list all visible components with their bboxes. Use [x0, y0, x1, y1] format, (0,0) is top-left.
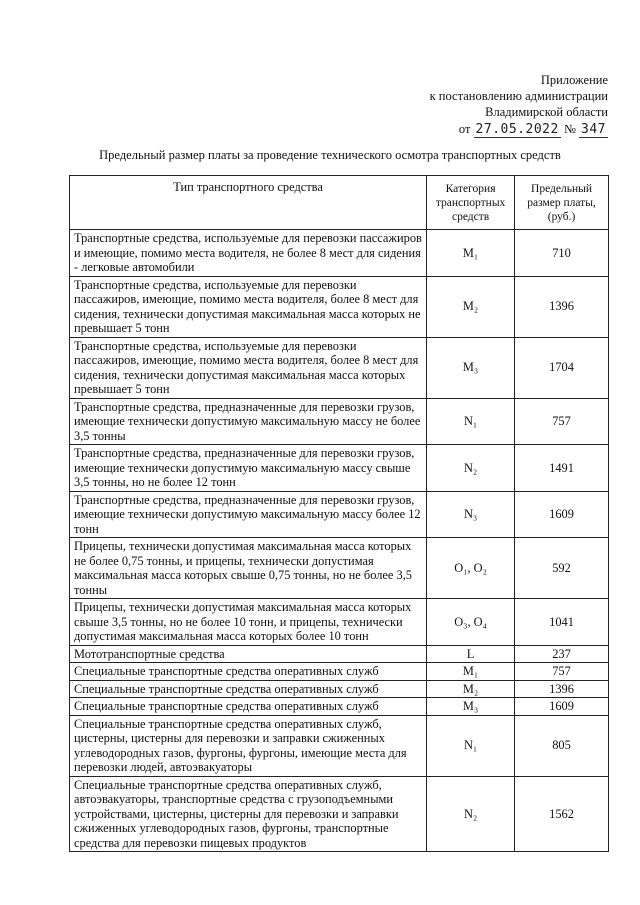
category-cell: M₃ — [427, 698, 515, 716]
fee-cell: 757 — [515, 398, 609, 445]
category-cell: N₂ — [427, 445, 515, 492]
table-row — [70, 663, 609, 681]
fee-cell: 592 — [515, 538, 609, 599]
table-row — [70, 538, 609, 599]
number-prefix: № — [563, 122, 576, 136]
fee-cell: 1491 — [515, 445, 609, 492]
category-cell: N₁ — [427, 715, 515, 776]
vehicle-type-cell: Транспортные средства, предназначенные для перевозки грузов, имеющие технически допустимую максимальную массу более 12 тонн — [70, 491, 427, 538]
header-vehicle-type: Тип транспортного средства — [70, 176, 427, 230]
fee-cell: 805 — [515, 715, 609, 776]
region-name: Владимирской области — [485, 105, 608, 119]
vehicle-type-cell: Прицепы, технически допустимая максимальная масса которых свыше 3,5 тонны, но не более 10 тонн, и прицепы, технически допустимая максимальная масса которых более 10 тонн — [70, 599, 427, 646]
vehicle-type-cell: Прицепы, технически допустимая максимальная масса которых не более 0,75 тонны, и прицепы, технически допустимая максимальная масса которых свыше 0,75 тонны, но не более 3,5 тонны — [70, 538, 427, 599]
category-cell: M₁ — [427, 230, 515, 277]
category-cell: N₁ — [427, 398, 515, 445]
appendix-label: Приложение — [540, 73, 608, 87]
category-cell: M₁ — [427, 663, 515, 681]
category-cell: M₃ — [427, 337, 515, 398]
table-row — [70, 680, 609, 698]
table-row — [70, 398, 609, 445]
vehicle-type-cell: Мототранспортные средства — [70, 645, 427, 663]
category-cell: O₃, O₄ — [427, 599, 515, 646]
category-cell: N₂ — [427, 776, 515, 852]
fee-cell: 1609 — [515, 698, 609, 716]
table-row — [70, 445, 609, 492]
resolution-number: 347 — [581, 122, 606, 137]
vehicle-type-cell: Транспортные средства, предназначенные для перевозки грузов, имеющие технически допустимую максимальную массу свыше 3,5 тонны, но не более 12 тонн — [70, 445, 427, 492]
category-cell: M₂ — [427, 680, 515, 698]
vehicle-type-cell: Специальные транспортные средства оперативных служб — [70, 698, 427, 716]
vehicle-type-cell: Транспортные средства, используемые для перевозки пассажиров, имеющие, помимо места водителя, более 8 мест для сидения, технически допустимая максимальная масса которых не превышает 5 тонн — [70, 276, 427, 337]
vehicle-type-cell: Специальные транспортные средства оперативных служб — [70, 663, 427, 681]
category-cell: M₂ — [427, 276, 515, 337]
vehicle-type-cell: Специальные транспортные средства оперативных служб — [70, 680, 427, 698]
table-row — [70, 645, 609, 663]
fee-cell: 1562 — [515, 776, 609, 852]
fee-table-body — [70, 230, 609, 852]
table-row — [70, 230, 609, 277]
date-prefix: от — [458, 122, 471, 136]
table-row — [70, 599, 609, 646]
fee-cell: 1396 — [515, 680, 609, 698]
table-row — [70, 698, 609, 716]
appendix-header — [430, 72, 608, 138]
vehicle-type-cell: Транспортные средства, используемые для перевозки пассажиров, имеющие, помимо места водителя, более 8 мест для сидения, технически допустимая максимальная масса которых превышает 5 тонн — [70, 337, 427, 398]
fee-table — [69, 175, 609, 852]
document-title: Предельный размер платы за проведение технического осмотра транспортных средств — [99, 148, 561, 162]
table-row — [70, 491, 609, 538]
resolution-date: 27.05.2022 — [475, 122, 559, 137]
fee-cell: 1609 — [515, 491, 609, 538]
table-row — [70, 776, 609, 852]
fee-cell: 237 — [515, 645, 609, 663]
fee-cell: 757 — [515, 663, 609, 681]
vehicle-type-cell: Специальные транспортные средства оперативных служб, автоэвакуаторы, транспортные средства с грузоподъемными устройствами, цистерны, цистерны для перевозки и заправки сжиженных углеводородных газов, фургоны, транспортные средства для перевозки пищевых продуктов — [70, 776, 427, 852]
category-cell: N₃ — [427, 491, 515, 538]
vehicle-type-cell: Специальные транспортные средства оперативных служб, цистерны, цистерны для перевозки и заправки сжиженных углеводородных газов, фургоны, фургоны, имеющие места для перевозки людей, автоэвакуаторы — [70, 715, 427, 776]
table-row — [70, 337, 609, 398]
resolution-reference: к постановлению администрации — [429, 89, 608, 103]
category-cell: L — [427, 645, 515, 663]
header-fee: Предельный размер платы, (руб.) — [515, 176, 609, 230]
fee-cell: 1041 — [515, 599, 609, 646]
table-header-row — [70, 176, 609, 230]
date-line — [430, 121, 608, 138]
category-cell: O₁, O₂ — [427, 538, 515, 599]
table-row — [70, 276, 609, 337]
vehicle-type-cell: Транспортные средства, используемые для перевозки пассажиров и имеющие, помимо места водителя, не более 8 мест для сидения - легковые автомобили — [70, 230, 427, 277]
table-row — [70, 715, 609, 776]
vehicle-type-cell: Транспортные средства, предназначенные для перевозки грузов, имеющие технически допустимую максимальную массу не более 3,5 тонны — [70, 398, 427, 445]
fee-cell: 1704 — [515, 337, 609, 398]
header-category: Категория транспортных средств — [427, 176, 515, 230]
fee-cell: 710 — [515, 230, 609, 277]
fee-cell: 1396 — [515, 276, 609, 337]
